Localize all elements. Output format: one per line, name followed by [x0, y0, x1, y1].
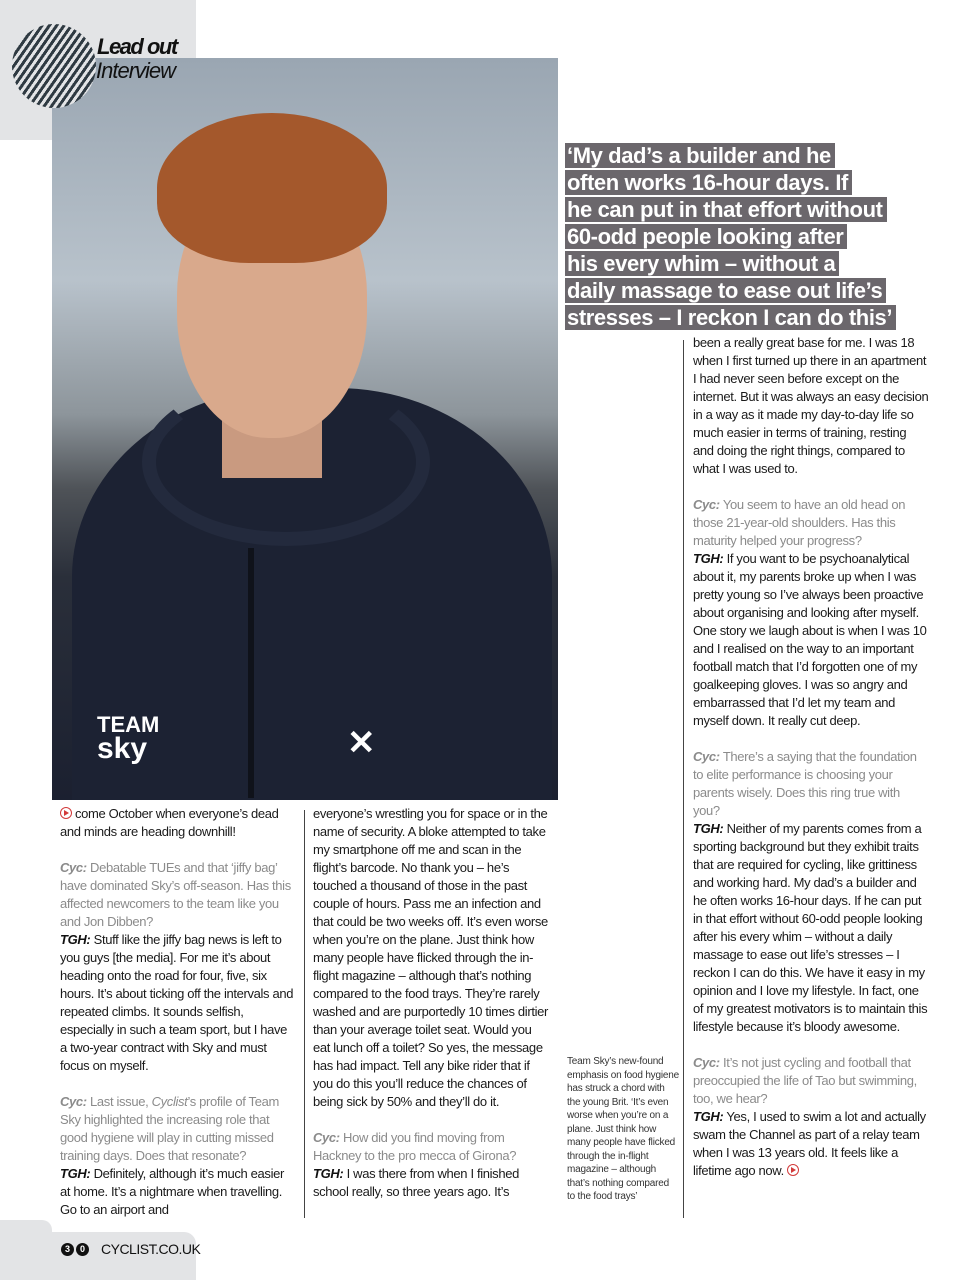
paragraph-text: been a really great base for me. I was 18 when I first turned up there in an apartment I had never seen before except on the internet. But it was always an easy decision in a way as it made my day-to-day life so much easier in terms of training, resting and doing the right things, compared to what I was used to.	[693, 335, 929, 476]
pull-quote-line: daily massage to ease out life’s	[565, 278, 886, 303]
answer-label: TGH:	[313, 1166, 344, 1181]
question-text: Last issue,	[90, 1094, 152, 1109]
pull-quote-line: his every whim – without a	[565, 251, 839, 276]
question	[60, 859, 296, 1075]
answer-text: If you want to be psychoanalytical about it, my parents broke up when I was pretty young so I’ve always been proactive about organising and looking after myself. One story we laugh about is when I was 10 and I realised on the way to an important football match that I’d forgotten one of my goalkeeping gloves. I was so angry and embarrassed that I’d let my team and myself down. It really cut deep.	[693, 551, 927, 728]
question-text: There’s a saying that the foundation to elite performance is choosing your parents wisely. Does this ring true with you?	[693, 749, 917, 818]
question-label: Cyc:	[693, 497, 720, 512]
brand-logo-icon: ✕	[347, 724, 376, 762]
answer-label: TGH:	[60, 932, 91, 947]
question-label: Cyc:	[313, 1130, 340, 1145]
sky-text: sky	[97, 732, 148, 765]
question-text: How did you find moving from Hackney to the pro mecca of Girona?	[313, 1130, 517, 1163]
pull-quote-line: stresses – I reckon I can do this’	[565, 305, 896, 330]
answer-text: I was there from when I finished school really, so three years ago. It’s	[313, 1166, 519, 1199]
answer-text: Definitely, although it’s much easier at home. It’s a nightmare when travelling. Go to an airport and	[60, 1166, 284, 1217]
section-subtitle: Interview	[96, 58, 176, 83]
zip-shape	[248, 548, 254, 798]
answer-label: TGH:	[693, 1109, 724, 1124]
pull-quote-line: ‘My dad’s a builder and he	[565, 143, 835, 168]
answer-text: Stuff like the jiffy bag news is left to you guys [the media]. For me it’s about heading onto the road for four, five, six hours. It’s about ticking off the intervals and repeated climbs. It sounds selfish, especially in such a team sport, but I have a two-year contract with Sky and must focus on myself.	[60, 932, 294, 1073]
question	[693, 496, 929, 730]
continued-arrow-icon	[60, 807, 72, 819]
paragraph-text: everyone’s wrestling you for space or in the name of security. A bloke attempted to take my smartphone off me and scan in the flight’s barcode. No thank you – he’s touched a thousand of those in the past couple of hours. Pass me an infection and that could be two weeks off. It’s even worse when you’re on the plane. Just think how many people have flicked through the in-flight magazine – although that’s nothing compared to the food trays. They’re rarely washed and are purportedly 10 times dirtier than your average toilet seat. Would you eat lunch off a toilet? So yes, the message has had impact. Tell any bike rider that if you do this you’ll reduce the chances of being sick by 50% and they’ll do it.	[313, 806, 548, 1109]
text-column-3	[693, 334, 929, 1198]
pull-quote-line: he can put in that effort without	[565, 197, 887, 222]
page-number-digit: 3	[61, 1243, 74, 1256]
question-label: Cyc:	[693, 749, 720, 764]
team-text: TEAM	[97, 712, 160, 737]
question-text: Debatable TUEs and that ‘jiffy bag’ have dominated Sky’s off-season. Has this affected newcomers to the team like you and Jon Dibben?	[60, 860, 291, 929]
page-number-digit: 0	[76, 1243, 89, 1256]
question	[60, 1093, 296, 1219]
magazine-name: Cyclist	[151, 1094, 188, 1109]
question	[693, 748, 929, 1036]
question-label: Cyc:	[60, 860, 87, 875]
pull-quote	[565, 142, 905, 331]
photo-caption: Team Sky’s new-found emphasis on food hygiene has struck a chord with the young Brit. ‘It’s even worse when you’re on a plane. Just think how many people have flicked through the in-flight magazine – although that’s nothing compared to the food trays’	[567, 1056, 679, 1202]
question	[313, 1129, 549, 1201]
footer-site: CYCLIST.CO.UK	[101, 1241, 201, 1257]
intro-paragraph	[60, 805, 296, 841]
team-sky-logo	[97, 712, 160, 765]
column-divider	[304, 810, 305, 1218]
pull-quote-line: often works 16-hour days. If	[565, 170, 852, 195]
section-logo-icon	[12, 24, 96, 108]
text-column-1	[60, 805, 296, 1237]
column-divider	[683, 340, 684, 1218]
question-text: You seem to have an old head on those 21-year-old shoulders. Has this maturity helped your progress?	[693, 497, 906, 548]
answer-label: TGH:	[693, 551, 724, 566]
answer-label: TGH:	[60, 1166, 91, 1181]
question-label: Cyc:	[60, 1094, 87, 1109]
section-title: Lead out	[97, 34, 177, 59]
answer-text: Yes, I used to swim a lot and actually swam the Channel as part of a relay team when I was 13 years old. It feels like a lifetime ago now.	[693, 1109, 926, 1178]
answer-text: Neither of my parents comes from a sporting background but they exhibit traits that are required for cycling, like grittiness and working hard. My dad’s a builder and he often works 16-hour days. If he can put in that effort without 60-odd people looking after his every whim – without a daily massage to ease out life’s stresses – I reckon I can do this. We have it easy in my opinion and I love my lifestyle. In fact, one of my greatest motivators is to maintain this lifestyle because it’s bloody awesome.	[693, 821, 928, 1034]
end-arrow-icon	[787, 1164, 799, 1176]
question-label: Cyc:	[693, 1055, 720, 1070]
text-column-2	[313, 805, 549, 1219]
hair-shape	[157, 113, 387, 263]
question	[693, 1054, 929, 1180]
answer-label: TGH:	[693, 821, 724, 836]
question-text: It’s not just cycling and football that preoccupied the life of Tao but swimming, too, we hear?	[693, 1055, 917, 1106]
pull-quote-line: 60-odd people looking after	[565, 224, 847, 249]
question-text: ’s profile of Team Sky highlighted the increasing role that good hygiene will play in cutting missed training days. Does that resonate?	[60, 1094, 279, 1163]
portrait-photo	[52, 58, 558, 800]
hood-shape	[142, 378, 430, 546]
paragraph-text: come October when everyone’s dead and minds are heading downhill!	[60, 806, 279, 839]
